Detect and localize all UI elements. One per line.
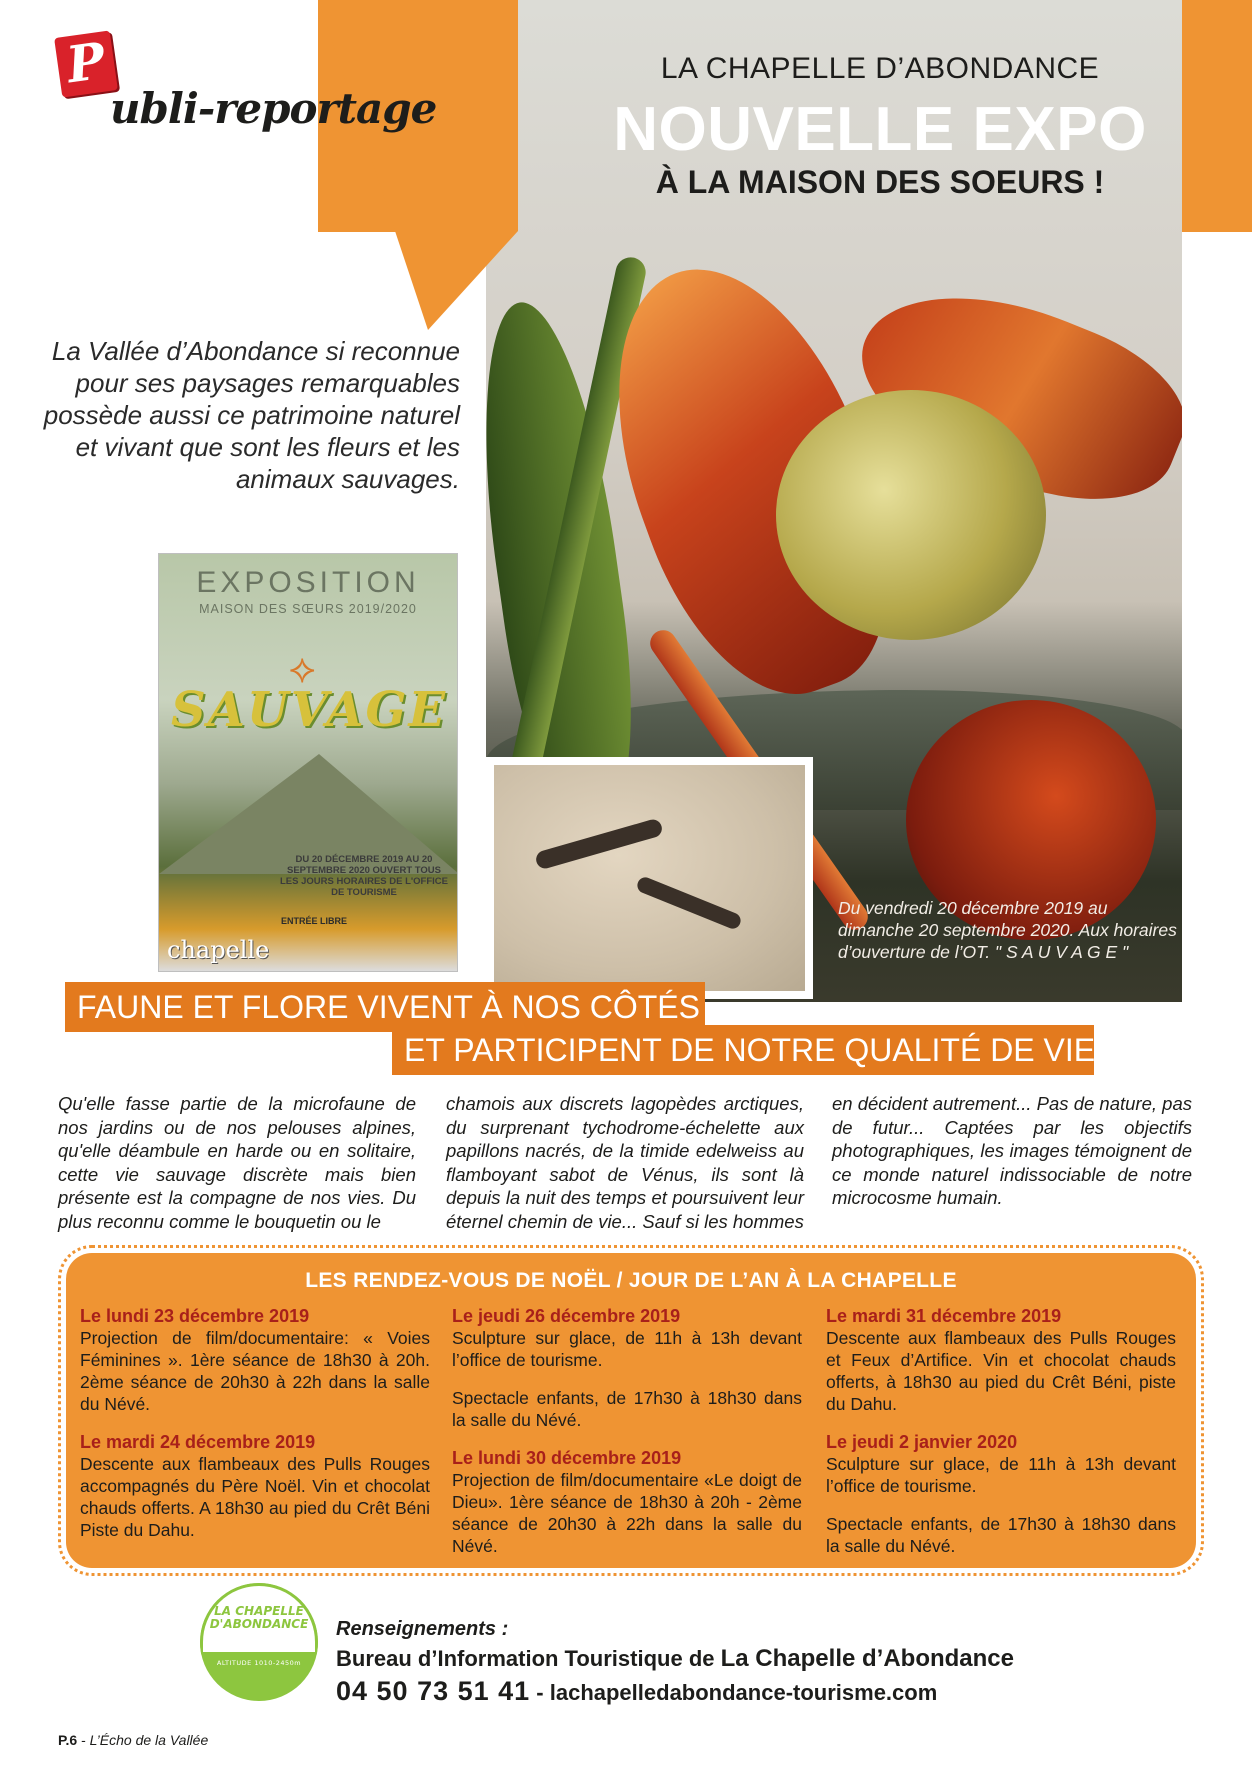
page-title: NOUVELLE EXPO	[613, 95, 1147, 164]
events-column-1	[80, 1305, 430, 1557]
publication-name: L’Écho de la Vallée	[89, 1732, 209, 1748]
tourism-logo-altitude: ALTITUDE 1010-2450m	[216, 1659, 302, 1667]
events-column-3	[826, 1305, 1176, 1573]
event-item	[826, 1431, 1176, 1497]
exhibition-poster	[158, 553, 458, 972]
event-date: Le lundi 23 décembre 2019	[80, 1306, 310, 1326]
salamander	[635, 875, 743, 931]
banner-line-2-text: ET PARTICIPENT DE NOTRE QUALITÉ DE VIE.	[404, 1032, 1104, 1068]
event-item	[452, 1447, 802, 1557]
event-date: Le jeudi 26 décembre 2019	[452, 1306, 681, 1326]
event-item	[452, 1305, 802, 1371]
publi-logo-text: ubli-reportage	[110, 84, 437, 133]
body-column-3: en décident autrement... Pas de nature, pas de futur... Captées par les objectifs photographiques, les images témoignent de ce monde naturel indissociable de notre microcosme humain.	[832, 1093, 1192, 1208]
page-number: P.6	[58, 1732, 78, 1748]
event-text: Sculpture sur glace, de 11h à 13h devant l’office de tourisme.	[452, 1328, 802, 1370]
contact-separator: -	[530, 1680, 550, 1705]
poster-free-entry: ENTRÉE LIBRE	[280, 916, 347, 926]
intro-paragraph: La Vallée d’Abondance si reconnue pour ses paysages remarquables possède aussi ce patrimoine naturel et vivant que sont les fleurs et les animaux sauvages.	[43, 336, 460, 494]
poster-dates: DU 20 DÉCEMBRE 2019 AU 20 SEPTEMBRE 2020 OUVERT TOUS LES JOURS HORAIRES DE L'OFFICE DE TOURISME	[280, 854, 448, 898]
banner-line-1-text: FAUNE ET FLORE VIVENT À NOS CÔTÉS	[77, 989, 700, 1025]
tourism-logo	[200, 1583, 318, 1701]
contact-phone[interactable]: 04 50 73 51 41	[336, 1676, 531, 1706]
event-text: Sculpture sur glace, de 11h à 13h devant l’office de tourisme.	[826, 1454, 1176, 1496]
event-date: Le mardi 24 décembre 2019	[80, 1432, 316, 1452]
header-kicker: LA CHAPELLE D’ABONDANCE	[660, 52, 1100, 85]
event-date: Le jeudi 2 janvier 2020	[826, 1432, 1018, 1452]
event-item	[80, 1305, 430, 1415]
tourism-logo-name: LA CHAPELLE D'ABONDANCE	[209, 1604, 309, 1631]
contact-bureau-name: La Chapelle d’Abondance	[720, 1645, 1015, 1672]
contact-website[interactable]: lachapelledabondance-tourisme.com	[549, 1680, 938, 1705]
events-title: LES RENDEZ-VOUS DE NOËL / JOUR DE L’AN À LA CHAPELLE	[305, 1269, 957, 1292]
eagle-icon: ⟡	[289, 646, 316, 692]
poster-brand-logo: chapelle	[167, 936, 270, 964]
event-text: Spectacle enfants, de 17h30 à 18h30 dans la salle du Névé.	[452, 1388, 802, 1430]
event-text: Projection de film/documentaire: « Voies Féminines ». 1ère séance de 18h30 à 20h. 2ème séance de 20h30 à 22h dans la salle du Névé.	[80, 1328, 430, 1414]
poster-subtitle: MAISON DES SŒURS 2019/2020	[199, 602, 417, 616]
contact-heading: Renseignements :	[336, 1618, 509, 1640]
salamander	[534, 817, 664, 870]
event-text: Descente aux flambeaux des Pulls Rouges accompagnés du Père Noël. Vin et chocolat chauds offerts. A 18h30 au pied du Crêt Béni Piste du Dahu.	[80, 1454, 430, 1540]
event-date: Le lundi 30 décembre 2019	[452, 1448, 682, 1468]
photo-caption: Du vendredi 20 décembre 2019 au dimanche 20 septembre 2020. Aux horaires d’ouverture de l’OT. " S A U V A G E "	[838, 898, 1177, 962]
events-column-2	[452, 1305, 802, 1573]
poster-title: EXPOSITION	[196, 566, 420, 599]
event-item	[826, 1513, 1176, 1557]
event-text: Spectacle enfants, de 17h30 à 18h30 dans la salle du Névé.	[826, 1514, 1176, 1556]
contact-bureau	[336, 1645, 1014, 1673]
publi-logo-badge	[54, 30, 118, 97]
page-subtitle: À LA MAISON DES SOEURS !	[655, 164, 1105, 200]
contact-line	[336, 1676, 937, 1707]
event-item	[452, 1387, 802, 1431]
salamander-photo	[486, 757, 813, 999]
poster-word: SAUVAGE	[170, 682, 448, 738]
event-text: Projection de film/documentaire «Le doigt de Dieu». 1ère séance de 18h30 à 20h - 2ème séance de 20h30 à 22h dans la salle du Névé.	[452, 1470, 802, 1556]
event-text: Descente aux flambeaux des Pulls Rouges et Feux d’Artifice. Vin et chocolat chauds offerts, à 18h30 au pied du Crêt Béni, piste du Dahu.	[826, 1328, 1176, 1414]
event-item	[80, 1431, 430, 1541]
page-footer-separator: -	[77, 1732, 90, 1748]
publi-logo-letter: P	[63, 30, 109, 95]
event-item	[826, 1305, 1176, 1415]
banner-line-2	[392, 1025, 1104, 1075]
body-column-1: Qu'elle fasse partie de la microfaune de nos jardins ou de nos pelouses alpines, qu'elle déambule en harde ou en solitaire, cette vie sauvage discrète mais bien présente est la compagne de nos vies. Du plus reconnu comme le bouquetin ou le	[58, 1093, 416, 1232]
body-column-2: chamois aux discrets lagopèdes arctiques, du surprenant tychodrome-échelette aux papillons nacrés, de la timide edelweiss au flamboyant sabot de Vénus, ils sont là depuis la nuit des temps et poursuivent leur éternel chemin de vie... Sauf si les hommes	[446, 1093, 804, 1232]
contact-bureau-prefix: Bureau d’Information Touristique de	[336, 1646, 715, 1671]
event-date: Le mardi 31 décembre 2019	[826, 1306, 1062, 1326]
orchid-pouch	[776, 390, 1046, 640]
page-footer	[58, 1732, 208, 1748]
